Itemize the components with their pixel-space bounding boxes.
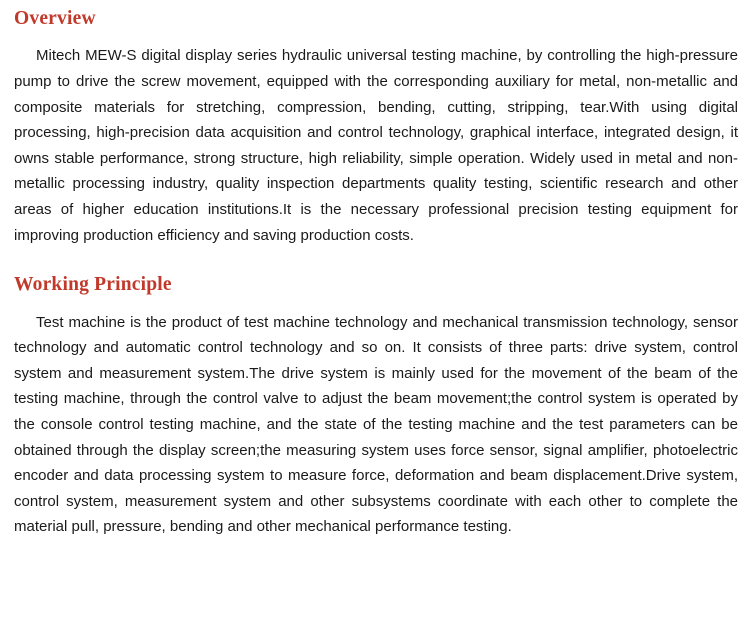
section-body-working-principle: Test machine is the product of test machine technology and mechanical transmission technology, sensor technology and automatic control technology and so on. It consists of three parts: drive system, control system and measurement system.The drive system is mainly used for the movement of the beam of the testing machine, through the control valve to adjust the beam movement;the control system is operated by the console control testing machine, and the state of the testing machine and the test parameters can be obtained through the display screen;the measuring system uses force sensor, signal amplifier, photoelectric encoder and data processing system to measure force, deformation and beam displacement.Drive system, control system, measurement system and other subsystems coordinate with each other to complete the material pull, pressure, bending and other mechanical performance testing. — [14, 313, 738, 536]
page-bottom-spacer — [14, 540, 738, 560]
section-body-overview: Mitech MEW-S digital display series hydraulic universal testing machine, by controlling the high-pressure pump to drive the screw movement, equipped with the corresponding auxiliary for metal, non-metallic and composite materials for stretching, compression, bending, cutting, stripping, tear.With using digital processing, high-precision data acquisition and control technology, graphical interface, integrated design, it owns stable performance, strong structure, high reliability, simple operation. Widely used in metal and non-metallic processing industry, quality inspection departments quality testing, scientific research and other areas of higher education institutions.It is the necessary professional precision testing equipment for improving production efficiency and saving production costs. — [14, 47, 738, 244]
section-heading-overview: Overview — [14, 8, 96, 29]
section-heading-working-principle: Working Principle — [14, 274, 172, 296]
